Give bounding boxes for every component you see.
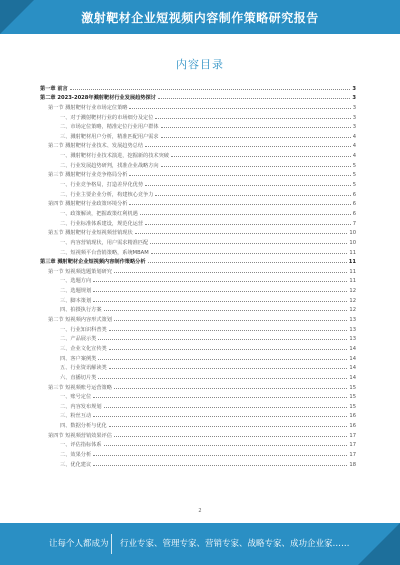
toc-leader-dots <box>140 214 351 215</box>
toc-entry-label: 一、溅射靶材行业技术演进，挖掘新的技术突破 <box>60 153 169 160</box>
toc-entry[interactable] <box>40 92 356 102</box>
toc-entry[interactable] <box>40 101 356 111</box>
toc-entry-label: 一、账号定位 <box>60 394 92 401</box>
toc-entry[interactable] <box>40 352 356 362</box>
toc-entry[interactable] <box>40 284 356 294</box>
toc-entry[interactable] <box>40 429 356 439</box>
toc-entry[interactable] <box>40 140 356 150</box>
toc-leader-dots <box>98 359 347 360</box>
toc-entry-page: 4 <box>352 153 356 160</box>
toc-entry-page: 10 <box>349 230 356 237</box>
toc-entry-page: 4 <box>352 143 356 150</box>
toc-entry[interactable] <box>40 439 356 449</box>
toc-entry-label: 二、效果分析 <box>60 451 92 458</box>
toc-entry-page: 15 <box>349 394 356 401</box>
toc-entry-page: 3 <box>352 104 356 111</box>
toc-entry[interactable] <box>40 410 356 420</box>
toc-entry-label: 第一节 短视频选题策划研究 <box>48 268 112 275</box>
toc-entry-page: 15 <box>349 384 356 391</box>
toc-entry-label: 二、行业发展趋势研判，找准企业战略方向 <box>60 162 159 169</box>
toc-entry-label: 二、行业标准体系建设，规范化运营 <box>60 220 144 227</box>
toc-entry-label: 二、产品展示类 <box>60 336 97 343</box>
toc-entry[interactable] <box>40 82 356 92</box>
toc-leader-dots <box>145 224 351 225</box>
toc-entry-label: 三、粉丝互动 <box>60 413 92 420</box>
toc-entry[interactable] <box>40 130 356 140</box>
toc-leader-dots <box>158 98 351 99</box>
toc-entry-page: 7 <box>352 220 356 227</box>
toc-leader-dots <box>150 243 347 244</box>
footer-corner-decoration <box>358 523 400 565</box>
toc-entry-page: 5 <box>352 162 356 169</box>
toc-entry-page: 17 <box>349 442 356 449</box>
toc-entry[interactable] <box>40 362 356 372</box>
toc-entry-label: 二、市场定位策略，精准定位行业用户群体 <box>60 124 159 131</box>
toc-leader-dots <box>98 378 347 379</box>
toc-entry[interactable] <box>40 236 356 246</box>
toc-entry-label: 三、优化建议 <box>60 461 92 468</box>
toc-leader-dots <box>93 291 347 292</box>
toc-entry-page: 14 <box>349 365 356 372</box>
toc-entry-page: 3 <box>352 85 356 92</box>
toc-entry-label: 第四节 短视频营销效果评估 <box>48 432 112 439</box>
toc-entry-page: 11 <box>349 268 356 275</box>
toc-entry[interactable] <box>40 246 356 256</box>
toc-entry[interactable] <box>40 294 356 304</box>
toc-entry-page: 15 <box>349 403 356 410</box>
toc-entry-label: 第一章 前言 <box>40 85 68 92</box>
toc-entry-page: 3 <box>352 114 356 121</box>
toc-entry-label: 第二节 溅射靶材行业技术、发展趋势总结 <box>48 143 144 150</box>
toc-entry-page: 16 <box>349 423 356 430</box>
toc-leader-dots <box>93 465 347 466</box>
toc-entry[interactable] <box>40 265 356 275</box>
toc-leader-dots <box>155 118 350 119</box>
toc-entry-page: 13 <box>349 317 356 324</box>
toc-entry[interactable] <box>40 448 356 458</box>
toc-leader-dots <box>104 310 348 311</box>
toc-entry-label: 三、企业文化宣传类 <box>60 345 107 352</box>
toc-entry[interactable] <box>40 371 356 381</box>
toc-entry[interactable] <box>40 207 356 217</box>
toc-entry-label: 二、短视频平台营销策略，系统MBAM <box>60 249 149 256</box>
toc-leader-dots <box>145 185 351 186</box>
report-footer <box>0 523 400 565</box>
toc-leader-dots <box>114 436 347 437</box>
toc-entry[interactable] <box>40 304 356 314</box>
toc-entry[interactable] <box>40 275 356 285</box>
toc-leader-dots <box>145 146 351 147</box>
toc-entry-label: 第三节 溅射靶材行业竞争格局分析 <box>48 172 128 179</box>
toc-entry-label: 第四节 溅射靶材行业政策环境分析 <box>48 201 128 208</box>
toc-entry-label: 三、脚本策划 <box>60 297 92 304</box>
toc-entry[interactable] <box>40 178 356 188</box>
toc-entry[interactable] <box>40 342 356 352</box>
toc-entry-page: 4 <box>352 133 356 140</box>
toc-heading: 内容目录 <box>176 58 224 71</box>
toc-entry-page: 3 <box>352 124 356 131</box>
toc-entry[interactable] <box>40 323 356 333</box>
toc-entry-label: 第三节 短视频账号运营策略 <box>48 384 112 391</box>
toc-entry-label: 二、内容发布规划 <box>60 403 102 410</box>
toc-entry-label: 第一节 溅射靶材行业市场定位策略 <box>48 104 128 111</box>
toc-entry-page: 11 <box>348 259 356 266</box>
toc-entry-page: 10 <box>349 239 356 246</box>
toc-leader-dots <box>161 127 351 128</box>
toc-entry-page: 17 <box>349 451 356 458</box>
toc-entry-label: 六、直播切片类 <box>60 374 97 381</box>
toc-leader-dots <box>114 320 347 321</box>
toc-entry[interactable] <box>40 458 356 468</box>
toc-entry-label: 一、政策解读，把握政策红利机遇 <box>60 210 138 217</box>
toc-leader-dots <box>148 262 347 263</box>
toc-entry-page: 3 <box>352 95 356 102</box>
toc-entry-label: 第二章 2023-2028年溅射靶材行业发展趋势探讨 <box>40 95 156 102</box>
toc-entry-page: 12 <box>349 307 356 314</box>
toc-leader-dots <box>114 272 347 273</box>
toc-leader-dots <box>109 330 348 331</box>
toc-entry-page: 11 <box>349 278 356 285</box>
toc-leader-dots <box>151 253 348 254</box>
toc-entry[interactable] <box>40 400 356 410</box>
toc-entry[interactable] <box>40 391 356 401</box>
toc-entry-page: 6 <box>352 210 356 217</box>
toc-leader-dots <box>114 388 347 389</box>
toc-leader-dots <box>129 204 350 205</box>
toc-entry-label: 一、行业竞争格局，打造差异化优势 <box>60 182 144 189</box>
toc-leader-dots <box>104 445 348 446</box>
toc-entry-label: 四、拍摄执行方案 <box>60 307 102 314</box>
toc-entry-label: 一、评估指标体系 <box>60 442 102 449</box>
toc-entry-page: 14 <box>349 345 356 352</box>
toc-entry[interactable] <box>40 419 356 429</box>
toc-leader-dots <box>93 416 347 417</box>
toc-leader-dots <box>129 175 350 176</box>
toc-entry[interactable] <box>40 188 356 198</box>
toc-leader-dots <box>70 89 351 90</box>
toc-leader-dots <box>93 281 347 282</box>
toc-leader-dots <box>104 407 348 408</box>
toc-entry[interactable] <box>40 381 356 391</box>
toc-leader-dots <box>155 195 350 196</box>
toc-leader-dots <box>109 349 348 350</box>
footer-slogan-right: 行业专家、管理专家、营销专家、战略专家、成功企业家…… <box>120 539 350 549</box>
toc-entry-page: 6 <box>352 201 356 208</box>
footer-slogan-left: 让每个人都成为 <box>49 539 109 549</box>
toc-entry-page: 13 <box>349 326 356 333</box>
toc-leader-dots <box>135 233 348 234</box>
toc-entry[interactable] <box>40 313 356 323</box>
toc-entry-label: 第三章 溅射靶材企业短视频内容制作策略分析 <box>40 259 146 266</box>
report-header <box>0 0 400 34</box>
toc-entry-page: 11 <box>349 249 356 256</box>
toc-entry[interactable] <box>40 198 356 208</box>
table-of-contents <box>40 82 356 468</box>
toc-entry-label: 四、数据分析与优化 <box>60 423 107 430</box>
toc-entry-page: 13 <box>349 336 356 343</box>
toc-entry[interactable] <box>40 256 356 266</box>
toc-entry-page: 12 <box>349 297 356 304</box>
toc-leader-dots <box>161 137 351 138</box>
toc-entry-label: 三、溅射靶材用户分析，精准匹配用户需求 <box>60 133 159 140</box>
toc-entry-label: 一、对于溅射靶材行业的市场细分及定位 <box>60 114 154 121</box>
toc-entry-label: 二、行业主要企业分析，构建核心竞争力 <box>60 191 154 198</box>
toc-leader-dots <box>109 368 348 369</box>
toc-entry[interactable] <box>40 159 356 169</box>
toc-leader-dots <box>109 426 348 427</box>
toc-leader-dots <box>93 397 347 398</box>
toc-entry[interactable] <box>40 111 356 121</box>
toc-entry[interactable] <box>40 227 356 237</box>
toc-entry-label: 二、选题规划 <box>60 288 92 295</box>
toc-entry-label: 五、行业资讯解读类 <box>60 365 107 372</box>
toc-entry-label: 第二节 短视频内容形式策划 <box>48 317 112 324</box>
toc-entry-page: 14 <box>349 355 356 362</box>
toc-entry[interactable] <box>40 217 356 227</box>
toc-entry-page: 18 <box>349 461 356 468</box>
toc-entry-page: 5 <box>352 172 356 179</box>
toc-entry[interactable] <box>40 121 356 131</box>
toc-entry-page: 5 <box>352 182 356 189</box>
toc-leader-dots <box>93 455 347 456</box>
toc-leader-dots <box>161 166 351 167</box>
toc-entry-page: 17 <box>349 432 356 439</box>
toc-leader-dots <box>98 339 347 340</box>
toc-entry-page: 16 <box>349 413 356 420</box>
toc-leader-dots <box>171 156 351 157</box>
toc-entry-page: 12 <box>349 288 356 295</box>
toc-entry-page: 6 <box>352 191 356 198</box>
toc-entry-page: 14 <box>349 374 356 381</box>
footer-divider <box>111 534 112 554</box>
toc-entry[interactable] <box>40 149 356 159</box>
toc-entry-label: 一、内容营销现状，用户需求精准匹配 <box>60 239 149 246</box>
toc-entry[interactable] <box>40 333 356 343</box>
toc-leader-dots <box>93 301 347 302</box>
toc-leader-dots <box>129 108 350 109</box>
toc-entry-label: 第五节 溅射靶材行业短视频营销现状 <box>48 230 133 237</box>
toc-entry[interactable] <box>40 169 356 179</box>
toc-entry-label: 一、选题方向 <box>60 278 92 285</box>
report-title: 激射靶材企业短视频内容制作策略研究报告 <box>81 11 319 25</box>
toc-entry-label: 一、行业知识科普类 <box>60 326 107 333</box>
toc-entry-label: 四、客户案例类 <box>60 355 97 362</box>
page-number: 2 <box>198 508 202 514</box>
